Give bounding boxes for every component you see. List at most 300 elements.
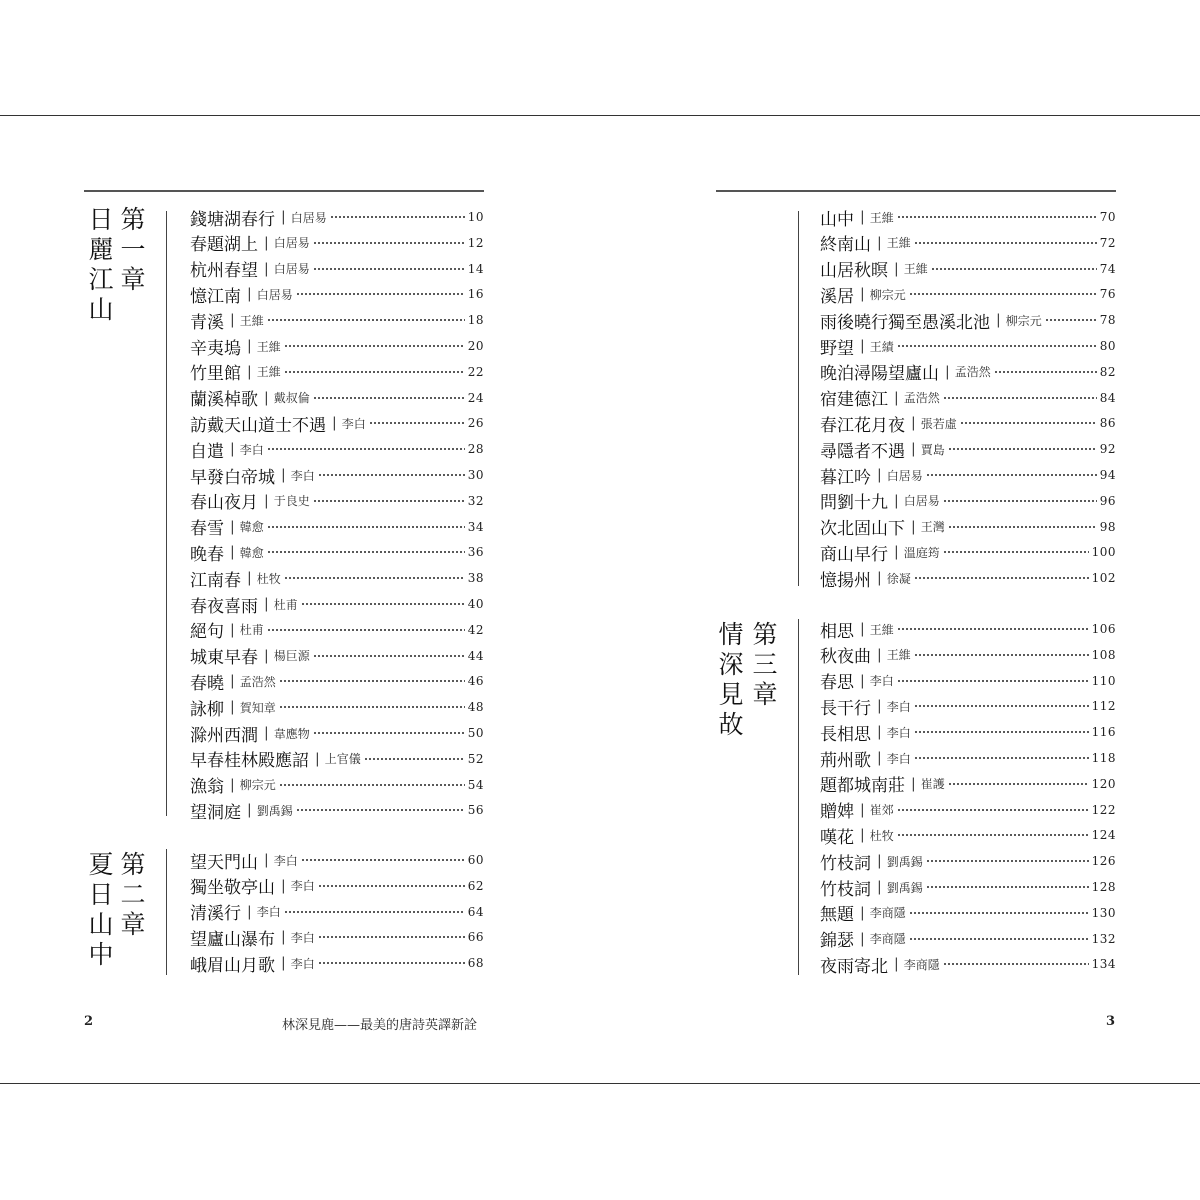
toc-entry[interactable] [820, 204, 1116, 230]
poet-name: 劉禹錫 [256, 803, 293, 818]
chapter-1-title: 日麗江山 [85, 206, 114, 326]
dot-leader [948, 448, 1097, 450]
page-number: 38 [467, 571, 484, 586]
toc-entry[interactable] [820, 797, 1116, 823]
separator: | [860, 286, 865, 303]
dot-leader [267, 526, 465, 528]
poem-title: 辛夷塢 [190, 338, 241, 359]
separator: | [894, 492, 899, 509]
page-number: 30 [467, 468, 484, 482]
page-number: 84 [1099, 390, 1116, 405]
poem-title: 題都城南莊 [820, 776, 905, 797]
poem-title: 錦瑟 [820, 931, 854, 952]
separator: | [281, 929, 286, 946]
poet-name: 李白 [869, 674, 894, 689]
toc-entry[interactable] [820, 900, 1116, 926]
separator: | [894, 544, 899, 561]
page-number: 26 [467, 416, 484, 431]
toc-entry[interactable] [820, 848, 1116, 874]
separator: | [860, 621, 865, 637]
toc-entry[interactable] [190, 410, 484, 436]
page-number: 118 [1091, 751, 1116, 765]
toc-entry[interactable] [820, 230, 1116, 256]
poet-name: 柳宗元 [869, 287, 906, 302]
poet-name: 白居易 [886, 468, 923, 483]
toc-entry[interactable] [820, 410, 1116, 436]
separator: | [230, 312, 235, 329]
separator: | [911, 441, 916, 458]
separator: | [264, 389, 269, 406]
poet-name: 崔郊 [869, 803, 894, 818]
toc-entry[interactable] [190, 873, 484, 899]
toc-entry[interactable] [820, 359, 1116, 385]
toc-entry[interactable] [190, 514, 484, 540]
dot-leader [301, 859, 465, 861]
page-number: 72 [1099, 235, 1116, 250]
page-number: 10 [467, 210, 484, 224]
dot-leader [330, 216, 465, 218]
toc-entry[interactable] [190, 643, 484, 669]
dot-leader [914, 577, 1089, 579]
toc-entry[interactable] [820, 436, 1116, 462]
page-number: 12 [467, 235, 484, 250]
dot-leader [284, 345, 465, 347]
dot-leader [313, 242, 465, 244]
separator: | [860, 672, 865, 689]
poem-title: 春夜喜雨 [190, 596, 258, 617]
poem-title: 竹枝詞 [820, 853, 871, 874]
chapter-2-label: 第二章 [117, 851, 146, 941]
poem-title: 絕句 [190, 622, 224, 643]
page-number: 94 [1099, 468, 1116, 482]
dot-leader [318, 936, 465, 938]
page-number: 40 [467, 597, 484, 611]
dot-leader [1045, 319, 1097, 321]
separator: | [911, 415, 916, 432]
poet-name: 戴叔倫 [273, 391, 310, 406]
right-page-number: 3 [1106, 1014, 1116, 1029]
poem-title: 荊州歌 [820, 750, 871, 771]
separator: | [281, 467, 286, 483]
toc-entry[interactable] [820, 719, 1116, 745]
dot-leader [313, 500, 465, 502]
toc-entry[interactable] [190, 847, 484, 873]
poem-title: 溪居 [820, 286, 854, 307]
separator: | [877, 646, 882, 663]
poet-name: 上官儀 [324, 752, 361, 767]
dot-leader [267, 319, 465, 321]
separator: | [894, 389, 899, 406]
poem-title: 無題 [820, 905, 854, 926]
page-number: 66 [467, 930, 484, 945]
page-number: 86 [1099, 416, 1116, 431]
poem-title: 望洞庭 [190, 802, 241, 823]
poet-name: 孟浩然 [954, 365, 991, 380]
dot-leader [897, 628, 1089, 630]
page-number: 130 [1091, 905, 1116, 920]
poet-name: 劉禹錫 [886, 854, 923, 869]
poem-title: 春曉 [190, 673, 224, 694]
toc-entry[interactable] [190, 436, 484, 462]
right-page-top-rule [716, 190, 1116, 192]
separator: | [860, 801, 865, 818]
toc-entry[interactable] [820, 951, 1116, 977]
separator: | [264, 725, 269, 741]
page-number: 68 [467, 956, 484, 971]
poet-name: 李白 [239, 442, 264, 457]
page-number: 80 [1099, 339, 1116, 353]
poet-name: 于良史 [273, 494, 310, 509]
dot-leader [960, 422, 1097, 424]
poem-title: 望廬山瀑布 [190, 929, 275, 950]
poem-title: 滁州西澗 [190, 725, 258, 746]
separator: | [264, 596, 269, 612]
poem-title: 訪戴天山道士不遇 [190, 415, 326, 436]
poem-title: 宿建德江 [820, 390, 888, 411]
separator: | [911, 518, 916, 535]
separator: | [860, 904, 865, 921]
poet-name: 李白 [290, 930, 315, 945]
toc-entry[interactable] [190, 694, 484, 720]
poet-name: 白居易 [256, 287, 293, 302]
poet-name: 白居易 [290, 210, 327, 225]
separator: | [894, 956, 899, 973]
poem-title: 青溪 [190, 312, 224, 333]
poem-title: 清溪行 [190, 904, 241, 925]
separator: | [860, 930, 865, 947]
poem-title: 春題湖上 [190, 235, 258, 256]
poet-name: 張若虛 [920, 416, 957, 431]
poet-name: 韋應物 [273, 726, 310, 741]
poem-title: 嘆花 [820, 827, 854, 848]
poet-name: 李商隱 [903, 957, 940, 972]
separator: | [230, 441, 235, 458]
left-page-top-rule [84, 190, 484, 192]
dot-leader [914, 705, 1089, 707]
toc-entry[interactable] [820, 307, 1116, 333]
poet-name: 杜甫 [239, 623, 264, 638]
book-spread [0, 115, 1200, 1084]
toc-entry[interactable] [820, 616, 1116, 642]
dot-leader [897, 809, 1089, 811]
poet-name: 李白 [290, 879, 315, 894]
page-number: 92 [1099, 442, 1116, 457]
dot-leader [914, 242, 1097, 244]
dot-leader [943, 397, 1097, 399]
page-number: 36 [467, 545, 484, 560]
page-number: 122 [1091, 802, 1116, 817]
poet-name: 韓愈 [239, 520, 264, 535]
toc-entry[interactable] [190, 307, 484, 333]
page-number: 60 [467, 853, 484, 867]
poet-name: 李白 [341, 416, 366, 431]
dot-leader [926, 860, 1089, 862]
poem-title: 望天門山 [190, 852, 258, 873]
poem-title: 夜雨寄北 [820, 956, 888, 977]
poet-name: 王維 [239, 313, 264, 328]
toc-entry[interactable] [820, 926, 1116, 952]
poet-name: 賀知章 [239, 700, 276, 715]
poem-title: 尋隱者不遇 [820, 441, 905, 462]
poet-name: 溫庭筠 [903, 545, 940, 560]
page-number: 70 [1099, 210, 1116, 224]
dot-leader [914, 757, 1089, 759]
toc-entry[interactable] [190, 488, 484, 514]
page-number: 108 [1091, 647, 1116, 662]
toc-entry[interactable] [820, 281, 1116, 307]
toc-entry[interactable] [190, 230, 484, 256]
poem-title: 山居秋暝 [820, 261, 888, 282]
toc-entry[interactable] [820, 462, 1116, 488]
dot-leader [279, 706, 465, 708]
page-number: 14 [467, 261, 484, 276]
toc-entry[interactable] [820, 385, 1116, 411]
poem-title: 竹里館 [190, 364, 241, 385]
poem-title: 晚泊潯陽望廬山 [820, 364, 939, 385]
poet-name: 王維 [256, 339, 281, 354]
chapter-2-divider [166, 849, 167, 975]
poet-name: 孟浩然 [239, 674, 276, 689]
separator: | [247, 338, 252, 354]
toc-entry[interactable] [190, 565, 484, 591]
page-number: 48 [467, 700, 484, 715]
poem-title: 野望 [820, 338, 854, 359]
page-number: 112 [1091, 699, 1116, 714]
poem-title: 長相思 [820, 724, 871, 745]
poem-title: 相思 [820, 621, 854, 642]
separator: | [911, 775, 916, 792]
toc-entry[interactable] [820, 668, 1116, 694]
page-number: 116 [1091, 725, 1116, 740]
poem-title: 錢塘湖春行 [190, 209, 275, 230]
separator: | [945, 363, 950, 380]
running-title: 林深見鹿——最美的唐詩英譯新詮 [282, 1018, 478, 1033]
poem-title: 詠柳 [190, 699, 224, 720]
toc-entry[interactable] [190, 385, 484, 411]
dot-leader [296, 809, 465, 811]
dot-leader [313, 397, 465, 399]
page-number: 134 [1091, 957, 1116, 972]
poet-name: 賈島 [920, 442, 945, 457]
toc-entry[interactable] [190, 462, 484, 488]
separator: | [877, 698, 882, 715]
dot-leader [943, 551, 1089, 553]
poem-title: 問劉十九 [820, 493, 888, 514]
poet-name: 徐凝 [886, 571, 911, 586]
separator: | [860, 338, 865, 354]
poem-title: 春雪 [190, 519, 224, 540]
poet-name: 王維 [886, 648, 911, 663]
dot-leader [948, 783, 1089, 785]
poet-name: 李白 [290, 956, 315, 971]
toc-entry[interactable] [820, 488, 1116, 514]
separator: | [247, 286, 252, 303]
poem-title: 蘭溪棹歌 [190, 390, 258, 411]
toc-entry[interactable] [190, 899, 484, 925]
separator: | [264, 492, 269, 509]
dot-leader [909, 938, 1089, 940]
dot-leader [267, 448, 465, 450]
poet-name: 杜甫 [273, 597, 298, 612]
dot-leader [313, 268, 465, 270]
poet-name: 李白 [886, 725, 911, 740]
dot-leader [284, 911, 465, 913]
poem-title: 漁翁 [190, 777, 224, 798]
toc-entry[interactable] [820, 822, 1116, 848]
page-number: 126 [1091, 854, 1116, 869]
toc-entry[interactable] [820, 693, 1116, 719]
toc-entry[interactable] [820, 539, 1116, 565]
separator: | [877, 724, 882, 741]
dot-leader [897, 345, 1097, 347]
toc-entry[interactable] [190, 772, 484, 798]
dot-leader [909, 293, 1097, 295]
dot-leader [301, 603, 465, 605]
separator: | [230, 621, 235, 638]
page-number: 124 [1091, 828, 1116, 843]
poet-name: 李白 [256, 905, 281, 920]
poem-title: 江南春 [190, 570, 241, 591]
separator: | [230, 776, 235, 793]
page-number: 50 [467, 726, 484, 740]
poet-name: 李白 [886, 699, 911, 714]
page-number: 34 [467, 519, 484, 534]
toc-entry[interactable] [820, 874, 1116, 900]
toc-entry[interactable] [820, 642, 1116, 668]
chapter-2-title: 夏日山中 [85, 851, 114, 971]
page-number: 62 [467, 878, 484, 893]
poem-title: 商山早行 [820, 544, 888, 565]
separator: | [877, 570, 882, 587]
poem-title: 山中 [820, 209, 854, 230]
toc-entry[interactable] [820, 256, 1116, 282]
chapter-2-continued-divider [798, 211, 799, 586]
separator: | [281, 209, 286, 225]
dot-leader [897, 834, 1089, 836]
poet-name: 王維 [869, 210, 894, 225]
poem-title: 終南山 [820, 235, 871, 256]
dot-leader [279, 784, 465, 786]
page-number: 46 [467, 674, 484, 689]
page-number: 54 [467, 777, 484, 792]
toc-entry[interactable] [190, 281, 484, 307]
poet-name: 白居易 [273, 262, 310, 277]
poem-title: 暮江吟 [820, 467, 871, 488]
toc-entry[interactable] [820, 745, 1116, 771]
toc-entry[interactable] [190, 797, 484, 823]
separator: | [332, 415, 337, 432]
dot-leader [267, 629, 465, 631]
poem-title: 獨坐敬亭山 [190, 878, 275, 899]
chapter-1-divider [166, 211, 167, 816]
separator: | [264, 260, 269, 277]
toc-entry[interactable] [190, 539, 484, 565]
toc-entry[interactable] [190, 746, 484, 772]
poet-name: 李商隱 [869, 932, 906, 947]
toc-entry[interactable] [820, 771, 1116, 797]
separator: | [230, 518, 235, 535]
poem-title: 杭州春望 [190, 261, 258, 282]
page-number: 18 [467, 313, 484, 328]
dot-leader [914, 731, 1089, 733]
toc-entry[interactable] [190, 617, 484, 643]
separator: | [281, 955, 286, 972]
dot-leader [284, 371, 465, 373]
dot-leader [897, 680, 1089, 682]
poet-name: 王績 [869, 339, 894, 354]
poet-name: 李商隱 [869, 906, 906, 921]
page-number: 74 [1099, 261, 1116, 276]
toc-entry[interactable] [190, 591, 484, 617]
toc-entry[interactable] [820, 514, 1116, 540]
poem-title: 秋夜曲 [820, 647, 871, 668]
poet-name: 王維 [903, 262, 928, 277]
toc-entry[interactable] [190, 256, 484, 282]
poet-name: 李白 [273, 853, 298, 868]
poem-title: 次北固山下 [820, 519, 905, 540]
toc-entry[interactable] [190, 668, 484, 694]
chapter-3-label: 第三章 [749, 621, 778, 711]
dot-leader [313, 655, 465, 657]
toc-entry[interactable] [820, 333, 1116, 359]
page-number: 64 [467, 904, 484, 919]
page-number: 132 [1091, 931, 1116, 946]
page-number: 56 [467, 803, 484, 818]
poet-name: 孟浩然 [903, 391, 940, 406]
toc-entry[interactable] [190, 333, 484, 359]
separator: | [996, 312, 1001, 329]
dot-leader [279, 680, 465, 682]
page-number: 44 [467, 648, 484, 663]
dot-leader [909, 912, 1089, 914]
chapter-3-divider [798, 619, 799, 975]
poet-name: 杜牧 [256, 571, 281, 586]
dot-leader [313, 732, 465, 734]
separator: | [230, 699, 235, 716]
poet-name: 李白 [886, 751, 911, 766]
dot-leader [931, 268, 1097, 270]
separator: | [315, 750, 320, 767]
poet-name: 王維 [886, 236, 911, 251]
separator: | [894, 260, 899, 277]
separator: | [860, 827, 865, 844]
toc-entry[interactable] [190, 950, 484, 976]
poet-name: 柳宗元 [239, 778, 276, 793]
separator: | [264, 234, 269, 251]
poet-name: 楊巨源 [273, 649, 310, 664]
dot-leader [994, 371, 1097, 373]
dot-leader [943, 500, 1097, 502]
left-page-number: 2 [84, 1014, 94, 1029]
poem-title: 贈婢 [820, 802, 854, 823]
separator: | [877, 234, 882, 251]
page-number: 100 [1091, 545, 1116, 560]
toc-entry[interactable] [190, 720, 484, 746]
toc-entry[interactable] [820, 565, 1116, 591]
separator: | [877, 750, 882, 766]
toc-entry[interactable] [190, 924, 484, 950]
separator: | [877, 879, 882, 895]
page-number: 22 [467, 364, 484, 379]
page-number: 106 [1091, 622, 1116, 636]
dot-leader [926, 474, 1097, 476]
toc-entry[interactable] [190, 359, 484, 385]
page-number: 102 [1091, 571, 1116, 586]
page-number: 42 [467, 622, 484, 637]
toc-entry[interactable] [190, 204, 484, 230]
poet-name: 白居易 [273, 236, 310, 251]
poet-name: 柳宗元 [1005, 313, 1042, 328]
